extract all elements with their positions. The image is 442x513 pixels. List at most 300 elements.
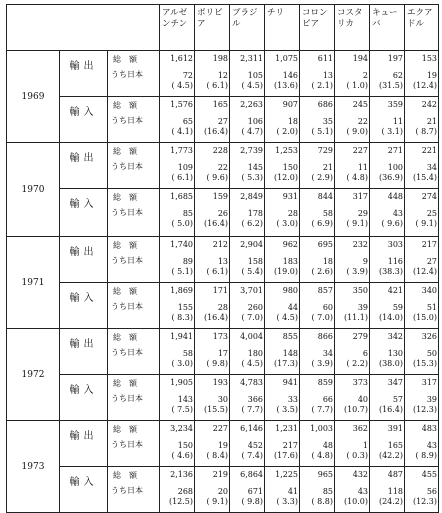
total-value: 866 (317, 332, 334, 341)
japan-percent: ( 4.1) (171, 127, 194, 136)
japan-value: 20 (217, 486, 229, 496)
total-value: 359 (387, 100, 404, 109)
japan-value: 13 (322, 70, 334, 80)
total-value: 1,685 (170, 192, 194, 201)
year-label: 1969 (7, 51, 60, 143)
japan-value: 148 (282, 348, 299, 358)
japan-percent: ( 6.1) (206, 267, 229, 276)
japan-value: 100 (387, 162, 404, 172)
japan-value: 13 (217, 256, 229, 266)
value-cell (335, 467, 370, 513)
value-cell (370, 97, 405, 143)
value-cell (335, 97, 370, 143)
trade-body (7, 51, 439, 513)
japan-value: 43 (392, 208, 404, 218)
japan-value: 19 (217, 440, 229, 450)
japan-percent: (12.5) (168, 497, 194, 506)
value-cell (160, 421, 195, 467)
total-value: 173 (212, 332, 229, 341)
value-cell (195, 51, 230, 97)
japan-value: 671 (247, 486, 264, 496)
total-value: 350 (352, 286, 369, 295)
japan-percent: ( 3.9) (346, 267, 369, 276)
total-value: 4,004 (240, 332, 264, 341)
japan-percent: ( 3.3) (276, 497, 299, 506)
column-header: ブラジル (230, 5, 265, 51)
japan-percent: ( 6.1) (171, 173, 194, 182)
trade-table (6, 4, 439, 513)
total-value: 2,311 (240, 54, 264, 63)
japan-percent: ( 3.9) (311, 359, 334, 368)
total-label: 総額 (113, 425, 145, 434)
table-row (7, 421, 439, 467)
japan-share-label: うち日本 (111, 116, 143, 125)
japan-value: 66 (322, 394, 334, 404)
japan-percent: ( 5.1) (171, 267, 194, 276)
value-cell (195, 467, 230, 513)
total-value: 455 (421, 470, 438, 479)
value-cell (265, 143, 300, 189)
japan-value: 150 (282, 162, 299, 172)
value-cell (405, 329, 439, 375)
japan-percent: (11.1) (343, 313, 369, 322)
japan-percent: (19.0) (273, 267, 299, 276)
japan-percent: ( 5.3) (241, 173, 264, 182)
value-cell (160, 283, 195, 329)
table-row (7, 51, 439, 97)
japan-share-label: うち日本 (111, 486, 143, 495)
total-value: 303 (387, 240, 404, 249)
value-cell (335, 329, 370, 375)
direction-label: 輸入 (60, 467, 108, 513)
japan-share-label: うち日本 (111, 348, 143, 357)
value-cell (300, 51, 335, 97)
japan-value: 21 (322, 162, 334, 172)
japan-percent: (15.0) (412, 313, 438, 322)
total-value: 611 (317, 54, 334, 63)
japan-percent: ( 7.7) (311, 405, 334, 414)
japan-percent: ( 9.6) (381, 219, 404, 228)
total-value: 855 (282, 332, 299, 341)
japan-percent: ( 5.4) (241, 267, 264, 276)
japan-value: 33 (287, 394, 299, 404)
total-value: 1,905 (170, 378, 194, 387)
japan-percent: (42.2) (378, 451, 404, 460)
japan-value: 44 (287, 302, 299, 312)
japan-value: 28 (287, 208, 299, 218)
japan-value: 19 (426, 70, 438, 80)
value-cell (405, 51, 439, 97)
value-cell (195, 97, 230, 143)
direction-label: 輸入 (60, 189, 108, 237)
japan-value: 59 (392, 302, 404, 312)
table-row (7, 143, 439, 189)
direction-label: 輸出 (60, 329, 108, 375)
japan-percent: (15.4) (412, 173, 438, 182)
column-header: チリ (265, 5, 300, 51)
measure-labels (108, 329, 160, 375)
japan-percent: (10.7) (343, 405, 369, 414)
total-value: 228 (212, 146, 229, 155)
japan-value: 178 (247, 208, 264, 218)
japan-value: 35 (322, 116, 334, 126)
japan-value: 143 (177, 394, 194, 404)
japan-value: 22 (357, 116, 369, 126)
total-value: 326 (421, 332, 438, 341)
total-value: 219 (212, 470, 229, 479)
value-cell (335, 189, 370, 237)
total-value: 212 (212, 240, 229, 249)
japan-value: 217 (282, 440, 299, 450)
value-cell (405, 189, 439, 237)
total-value: 193 (212, 378, 229, 387)
total-value: 197 (387, 54, 404, 63)
total-value: 279 (352, 332, 369, 341)
japan-percent: (15.5) (203, 405, 229, 414)
total-value: 274 (421, 192, 438, 201)
total-label: 総額 (113, 287, 145, 296)
japan-percent: (12.4) (412, 267, 438, 276)
total-value: 729 (317, 146, 334, 155)
japan-value: 145 (247, 162, 264, 172)
japan-percent: (31.5) (378, 81, 404, 90)
column-header: コロンビア (300, 5, 335, 51)
measure-labels (108, 97, 160, 143)
value-cell (160, 375, 195, 421)
total-label: 総額 (113, 241, 145, 250)
japan-percent: ( 2.9) (311, 173, 334, 182)
value-cell (335, 375, 370, 421)
value-cell (265, 421, 300, 467)
japan-percent: (36.9) (378, 173, 404, 182)
value-cell (230, 329, 265, 375)
total-value: 421 (387, 286, 404, 295)
total-value: 391 (387, 424, 404, 433)
value-cell (405, 283, 439, 329)
value-cell (370, 467, 405, 513)
japan-percent: ( 9.1) (346, 219, 369, 228)
total-value: 347 (387, 378, 404, 387)
measure-labels (108, 237, 160, 283)
total-value: 1,869 (170, 286, 194, 295)
total-value: 1,941 (170, 332, 194, 341)
measure-labels (108, 143, 160, 189)
value-cell (195, 329, 230, 375)
japan-percent: ( 6.2) (241, 219, 264, 228)
total-label: 総額 (113, 193, 145, 202)
year-label: 1972 (7, 329, 60, 421)
japan-value: 452 (247, 440, 264, 450)
total-value: 859 (317, 378, 334, 387)
total-value: 1,253 (275, 146, 299, 155)
japan-percent: (16.4) (378, 405, 404, 414)
japan-value: 2 (362, 70, 369, 80)
japan-share-label: うち日本 (111, 302, 143, 311)
value-cell (370, 421, 405, 467)
total-value: 227 (212, 424, 229, 433)
total-value: 317 (352, 192, 369, 201)
japan-value: 48 (322, 440, 334, 450)
total-value: 217 (421, 240, 438, 249)
japan-value: 27 (426, 256, 438, 266)
japan-percent: ( 8.8) (311, 497, 334, 506)
header-blank (7, 5, 160, 51)
total-value: 1,075 (275, 54, 299, 63)
value-cell (265, 97, 300, 143)
japan-value: 260 (247, 302, 264, 312)
measure-labels (108, 283, 160, 329)
value-cell (265, 329, 300, 375)
value-cell (195, 143, 230, 189)
japan-percent: (12.3) (412, 405, 438, 414)
value-cell (370, 143, 405, 189)
value-cell (265, 189, 300, 237)
value-cell (230, 283, 265, 329)
japan-value: 116 (387, 256, 404, 266)
total-value: 2,849 (240, 192, 264, 201)
total-value: 227 (352, 146, 369, 155)
japan-value: 158 (247, 256, 264, 266)
value-cell (160, 237, 195, 283)
value-cell (230, 237, 265, 283)
japan-percent: (24.2) (378, 497, 404, 506)
value-cell (195, 421, 230, 467)
column-header: エクアドル (405, 5, 439, 51)
measure-labels (108, 467, 160, 513)
japan-value: 183 (282, 256, 299, 266)
japan-value: 43 (357, 486, 369, 496)
value-cell (230, 375, 265, 421)
japan-share-label: うち日本 (111, 162, 143, 171)
direction-label: 輸出 (60, 237, 108, 283)
value-cell (195, 237, 230, 283)
measure-labels (108, 375, 160, 421)
japan-value: 130 (387, 348, 404, 358)
japan-percent: ( 4.8) (346, 173, 369, 182)
japan-percent: ( 9.1) (415, 219, 438, 228)
value-cell (265, 467, 300, 513)
total-value: 317 (421, 378, 438, 387)
value-cell (405, 467, 439, 513)
japan-percent: ( 6.9) (311, 219, 334, 228)
total-value: 153 (421, 54, 438, 63)
table-row (7, 467, 439, 513)
value-cell (300, 375, 335, 421)
japan-value: 9 (362, 256, 369, 266)
value-cell (300, 237, 335, 283)
total-value: 2,739 (240, 146, 264, 155)
total-value: 487 (387, 470, 404, 479)
japan-value: 27 (217, 116, 229, 126)
total-value: 2,263 (240, 100, 264, 109)
total-value: 6,864 (240, 470, 264, 479)
total-value: 6,146 (240, 424, 264, 433)
japan-percent: (15.3) (412, 359, 438, 368)
total-value: 362 (352, 424, 369, 433)
value-cell (300, 283, 335, 329)
value-cell (370, 283, 405, 329)
japan-percent: ( 4.5) (241, 81, 264, 90)
total-value: 844 (317, 192, 334, 201)
japan-value: 34 (322, 348, 334, 358)
value-cell (370, 375, 405, 421)
japan-percent: (13.6) (273, 81, 299, 90)
japan-percent: ( 8.9) (415, 451, 438, 460)
total-value: 432 (352, 470, 369, 479)
value-cell (230, 97, 265, 143)
japan-percent: ( 8.4) (206, 451, 229, 460)
value-cell (265, 283, 300, 329)
japan-value: 26 (217, 208, 229, 218)
value-cell (300, 189, 335, 237)
japan-percent: ( 4.8) (311, 451, 334, 460)
total-value: 2,904 (240, 240, 264, 249)
total-value: 171 (212, 286, 229, 295)
japan-value: 1 (362, 440, 369, 450)
japan-value: 11 (392, 116, 404, 126)
value-cell (300, 329, 335, 375)
direction-label: 輸入 (60, 283, 108, 329)
value-cell (265, 51, 300, 97)
japan-percent: ( 2.2) (346, 359, 369, 368)
value-cell (230, 51, 265, 97)
value-cell (195, 375, 230, 421)
table-row (7, 97, 439, 143)
year-label: 1973 (7, 421, 60, 513)
japan-value: 366 (247, 394, 264, 404)
japan-value: 39 (357, 302, 369, 312)
japan-percent: (10.0) (343, 497, 369, 506)
japan-value: 105 (247, 70, 264, 80)
japan-value: 155 (177, 302, 194, 312)
value-cell (160, 189, 195, 237)
japan-percent: ( 3.5) (276, 405, 299, 414)
table-row (7, 375, 439, 421)
total-label: 総額 (113, 55, 145, 64)
value-cell (335, 421, 370, 467)
value-cell (195, 189, 230, 237)
japan-percent: ( 6.1) (206, 81, 229, 90)
japan-percent: ( 4.5) (276, 313, 299, 322)
japan-percent: ( 9.1) (206, 497, 229, 506)
total-label: 総額 (113, 471, 145, 480)
total-value: 194 (352, 54, 369, 63)
japan-percent: (38.0) (378, 359, 404, 368)
japan-value: 22 (217, 162, 229, 172)
japan-percent: ( 2.6) (311, 267, 334, 276)
japan-value: 62 (392, 70, 404, 80)
total-value: 165 (212, 100, 229, 109)
japan-value: 109 (177, 162, 194, 172)
japan-percent: (17.6) (273, 451, 299, 460)
japan-value: 11 (357, 162, 369, 172)
header-row (7, 5, 439, 51)
total-value: 221 (421, 146, 438, 155)
total-value: 242 (421, 100, 438, 109)
japan-value: 51 (426, 302, 438, 312)
measure-labels (108, 189, 160, 237)
measure-labels (108, 421, 160, 467)
value-cell (300, 467, 335, 513)
year-label: 1970 (7, 143, 60, 237)
total-value: 4,783 (240, 378, 264, 387)
total-label: 総額 (113, 101, 145, 110)
value-cell (265, 237, 300, 283)
total-value: 232 (352, 240, 369, 249)
total-label: 総額 (113, 379, 145, 388)
japan-value: 21 (426, 116, 438, 126)
japan-percent: ( 7.0) (311, 313, 334, 322)
japan-value: 50 (426, 348, 438, 358)
japan-value: 12 (217, 70, 229, 80)
japan-percent: ( 7.0) (241, 313, 264, 322)
value-cell (230, 421, 265, 467)
total-value: 907 (282, 100, 299, 109)
column-header: ボリビア (195, 5, 230, 51)
total-value: 342 (387, 332, 404, 341)
japan-value: 30 (217, 394, 229, 404)
total-value: 373 (352, 378, 369, 387)
japan-percent: ( 5.1) (311, 127, 334, 136)
value-cell (195, 283, 230, 329)
japan-value: 165 (387, 440, 404, 450)
japan-percent: (16.4) (203, 219, 229, 228)
value-cell (230, 189, 265, 237)
japan-value: 57 (392, 394, 404, 404)
value-cell (265, 375, 300, 421)
year-label: 1971 (7, 237, 60, 329)
total-value: 2,136 (170, 470, 194, 479)
japan-value: 34 (426, 162, 438, 172)
column-header: アルゼンチン (160, 5, 195, 51)
total-value: 1,612 (170, 54, 194, 63)
japan-value: 150 (177, 440, 194, 450)
total-value: 3,701 (240, 286, 264, 295)
direction-label: 輸入 (60, 375, 108, 421)
japan-percent: ( 4.5) (241, 359, 264, 368)
japan-percent: ( 0.3) (346, 451, 369, 460)
value-cell (335, 143, 370, 189)
direction-label: 輸出 (60, 51, 108, 97)
japan-percent: ( 2.1) (311, 81, 334, 90)
japan-value: 65 (182, 116, 194, 126)
japan-percent: ( 1.0) (346, 81, 369, 90)
japan-percent: ( 7.7) (241, 405, 264, 414)
value-cell (230, 467, 265, 513)
japan-share-label: うち日本 (111, 208, 143, 217)
japan-value: 58 (182, 348, 194, 358)
japan-value: 18 (322, 256, 334, 266)
japan-value: 72 (182, 70, 194, 80)
japan-percent: (16.4) (203, 127, 229, 136)
total-value: 483 (421, 424, 438, 433)
japan-value: 41 (287, 486, 299, 496)
japan-value: 89 (182, 256, 194, 266)
total-value: 1,231 (275, 424, 299, 433)
japan-value: 268 (177, 486, 194, 496)
value-cell (160, 329, 195, 375)
total-value: 962 (282, 240, 299, 249)
japan-value: 58 (322, 208, 334, 218)
direction-label: 輸出 (60, 143, 108, 189)
japan-value: 56 (426, 486, 438, 496)
japan-percent: ( 4.6) (171, 451, 194, 460)
total-value: 448 (387, 192, 404, 201)
total-value: 1,773 (170, 146, 194, 155)
value-cell (160, 143, 195, 189)
value-cell (335, 51, 370, 97)
total-label: 総額 (113, 333, 145, 342)
